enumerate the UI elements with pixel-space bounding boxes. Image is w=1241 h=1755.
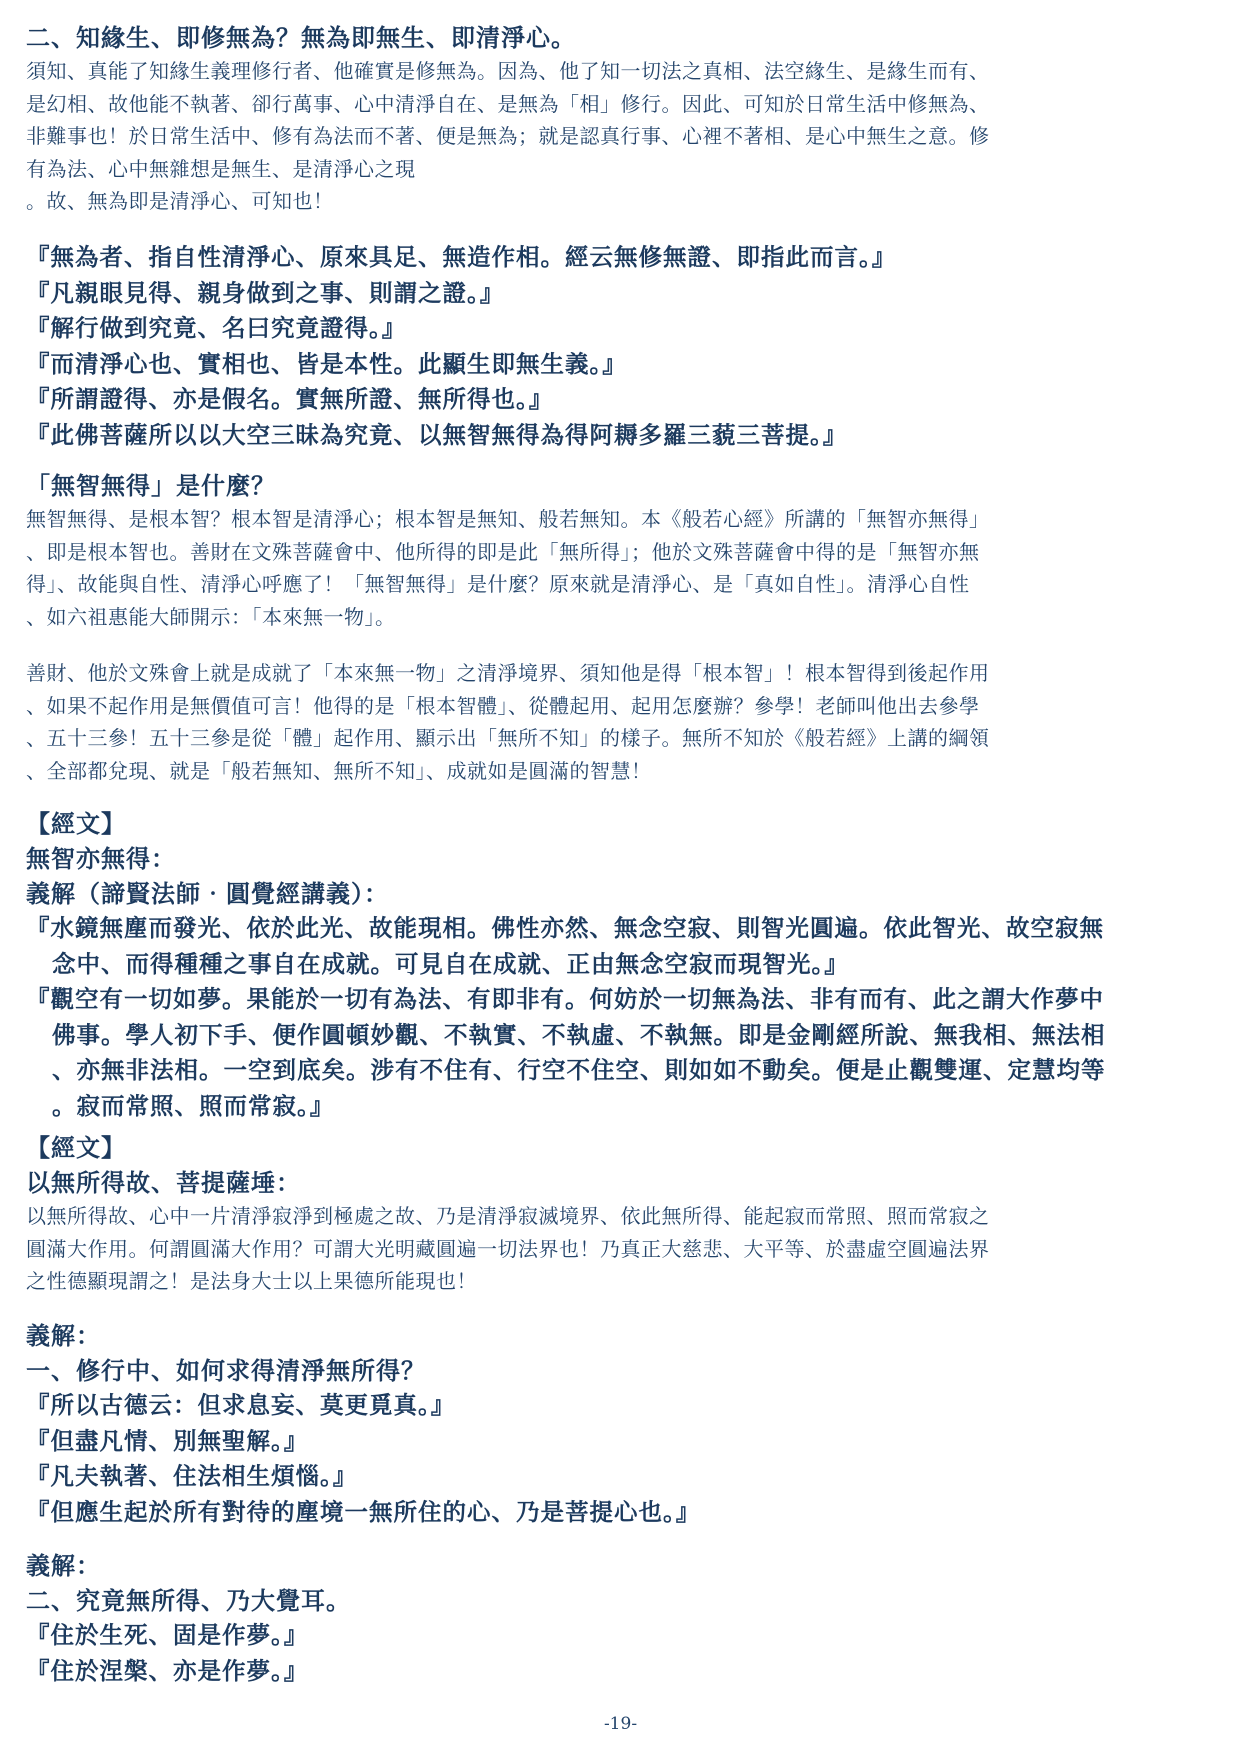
- quote-block: [26, 911, 1223, 982]
- quote-list: [26, 240, 1223, 453]
- paragraph: [26, 503, 1223, 633]
- page-number: -19-: [603, 1714, 638, 1734]
- section-wuzhi-wude: [26, 468, 1223, 633]
- quote-line: 『凡親眼見得、親身做到之事、則謂之證。』: [26, 278, 505, 307]
- sutra-text: 以無所得故、菩提薩埵：: [26, 1168, 301, 1197]
- quote-line: 。寂而常照、照而常寂。』: [52, 1091, 335, 1120]
- quote-line: 佛事。學人初下手、便作圓頓妙觀、不執實、不執虛、不執無。即是金剛經所說、無我相、無法相: [52, 1020, 1106, 1049]
- quote-line: 、亦無非法相。一空到底矣。涉有不住有、行空不住空、則如如不動矣。便是止觀雙運、定慧均等: [52, 1056, 1106, 1084]
- quote-block: [26, 982, 1223, 1124]
- paragraph-line: 圓滿大作用。何謂圓滿大作用？可謂大光明藏圓遍一切法界也！乃真正大慈悲、大平等、於盡虛空圓遍法界: [26, 1236, 990, 1261]
- paragraph-line: 善財、他於文殊會上就是成就了「本來無一物」之清淨境界、須知他是得「根本智」！根本智得到後起作用: [26, 661, 990, 685]
- paragraph-line: 無智無得、是根本智？根本智是清淨心；根本智是無知、般若無知。本《般若心經》所講的「無智亦無得」: [26, 507, 990, 531]
- paragraph: [26, 55, 1223, 218]
- quote-line: 『住於涅槃、亦是作夢。』: [26, 1656, 309, 1685]
- commentary-label: 義解：: [26, 1551, 101, 1580]
- quote-line: 『而清淨心也、實相也、皆是本性。此顯生即無生義。』: [26, 349, 627, 378]
- quote-line: 『此佛菩薩所以以大空三昧為究竟、以無智無得為得阿耨多羅三藐三菩提。』: [26, 420, 848, 449]
- quote-line: 『但應生起於所有對待的塵境一無所住的心、乃是菩提心也。』: [26, 1497, 701, 1526]
- quote-line: 『但盡凡情、別無聖解。』: [26, 1426, 309, 1455]
- section-heading: 一、修行中、如何求得清淨無所得？: [26, 1356, 426, 1385]
- section-commentary-2: [26, 1548, 1223, 1689]
- quote-line: 『水鏡無塵而發光、依於此光、故能現相。佛性亦然、無念空寂、則智光圓遍。依此智光、故空寂無: [26, 914, 1104, 942]
- paragraph-line: 得」、故能與自性、清淨心呼應了！「無智無得」是什麼？原來就是清淨心、是「真如自性」。清淨心自性: [26, 572, 970, 596]
- section-sutra-1: [26, 806, 1223, 1124]
- paragraph: [26, 1200, 1223, 1298]
- sutra-text: 無智亦無得：: [26, 844, 176, 873]
- paragraph: [26, 657, 1223, 787]
- section-heading: 二、究竟無所得、乃大覺耳。: [26, 1586, 351, 1615]
- paragraph-line: 、五十三參！五十三參是從「體」起作用、顯示出「無所不知」的樣子。無所不知於《般若經》上講的綱領: [26, 726, 990, 750]
- quote-line: 『所謂證得、亦是假名。實無所證、無所得也。』: [26, 385, 554, 413]
- section-sutra-2: [26, 1130, 1223, 1298]
- quote-line: 『凡夫執著、住法相生煩惱。』: [26, 1462, 358, 1490]
- quote-line: 念中、而得種種之事自在成就。可見自在成就、正由無念空寂而現智光。』: [52, 949, 849, 978]
- paragraph-line: 是幻相、故他能不執著、卻行萬事、心中清淨自在、是無為「相」修行。因此、可知於日常生活中修無為、: [26, 91, 990, 116]
- section-commentary-1: [26, 1318, 1223, 1530]
- paragraph-line: 、如六祖惠能大師開示：「本來無一物」。: [26, 604, 396, 629]
- paragraph-line: 、全部都兌現、就是「般若無知、無所不知」、成就如是圓滿的智慧！: [26, 758, 652, 783]
- quote-line: 『所以古德云：但求息妄、莫更覓真。』: [26, 1391, 456, 1419]
- paragraph-line: 以無所得故、心中一片清淨寂淨到極處之故、乃是清淨寂滅境界、依此無所得、能起寂而常照、照而常寂之: [26, 1204, 990, 1228]
- paragraph-line: 須知、真能了知緣生義理修行者、他確實是修無為。因為、他了知一切法之真相、法空緣生、是緣生而有、: [26, 59, 990, 83]
- paragraph-line: 非難事也！於日常生活中、修有為法而不著、便是無為；就是認真行事、心裡不著相、是心中無生之意。修: [26, 124, 990, 148]
- paragraph-line: 。故、無為即是清淨心、可知也！: [26, 189, 334, 213]
- commentary-label: 義解：: [26, 1321, 101, 1350]
- paragraph-line: 之性德顯現謂之！是法身大士以上果德所能現也！: [26, 1269, 477, 1293]
- quote-line: 『住於生死、固是作夢。』: [26, 1621, 309, 1649]
- section-heading: 「無智無得」是什麼？: [26, 471, 276, 500]
- quote-line: 『無為者、指自性清淨心、原來具足、無造作相。經云無修無證、即指此而言。』: [26, 243, 897, 271]
- sutra-label: 【經文】: [26, 809, 126, 838]
- paragraph-line: 、即是根本智也。善財在文殊菩薩會中、他所得的即是此「無所得」；他於文殊菩薩會中得的是「無智亦無: [26, 539, 980, 564]
- section-wuwei: [26, 20, 1223, 218]
- commentary-label: 義解（諦賢法師‧圓覺經講義）：: [26, 879, 389, 908]
- paragraph-line: 有為法、心中無雜想是無生、是清淨心之現: [26, 156, 416, 181]
- sutra-label: 【經文】: [26, 1133, 126, 1162]
- quote-line: 『解行做到究竟、名曰究竟證得。』: [26, 314, 407, 342]
- quote-line: 『觀空有一切如夢。果能於一切有為法、有即非有。何妨於一切無為法、非有而有、此之謂大作夢中: [26, 985, 1104, 1013]
- section-heading: 二、知緣生、即修無為？無為即無生、即清淨心。: [26, 23, 576, 52]
- paragraph-line: 、如果不起作用是無價值可言！他得的是「根本智體」、從體起用、起用怎麼辦？參學！老師叫他出去參學: [26, 693, 980, 718]
